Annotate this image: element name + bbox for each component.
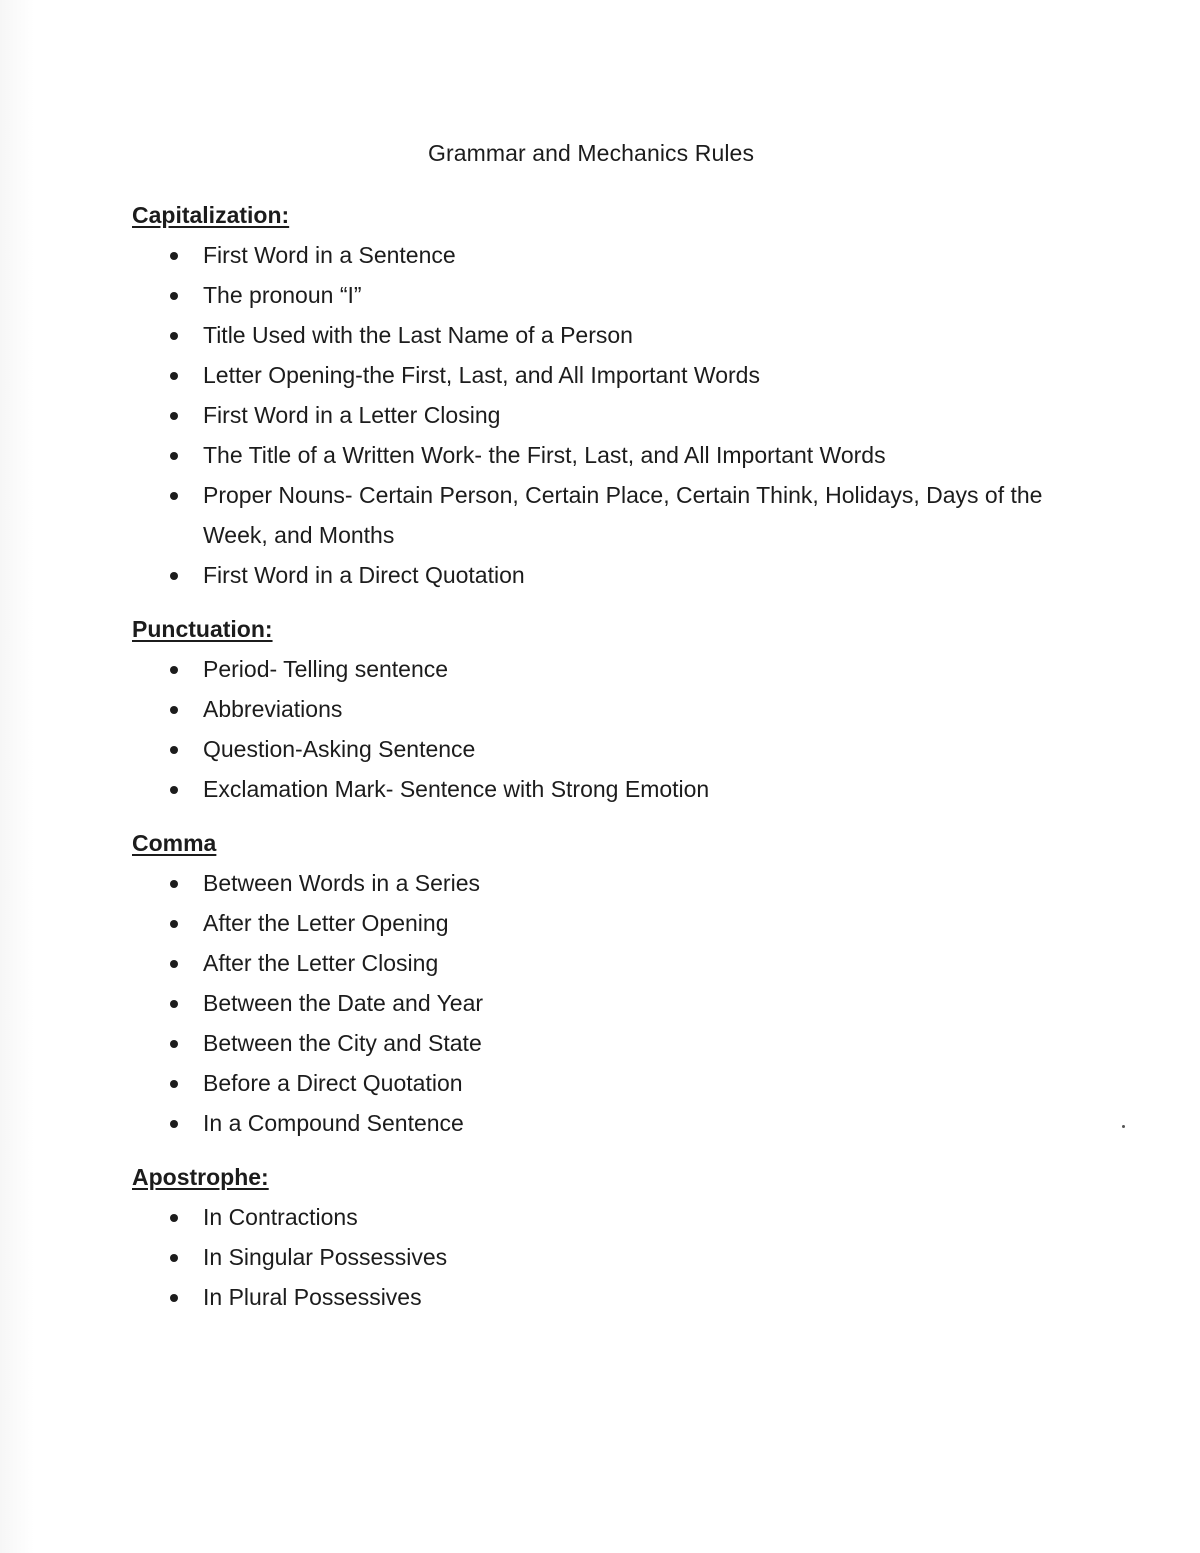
bullet-icon	[170, 1040, 178, 1048]
list-item-text: Exclamation Mark- Sentence with Strong Emotion	[203, 776, 710, 802]
list-item	[132, 943, 1092, 983]
bullet-icon	[170, 332, 178, 340]
list-item-text: In a Compound Sentence	[203, 1110, 464, 1136]
section-heading: Punctuation:	[132, 616, 273, 642]
list-item-text: Abbreviations	[203, 696, 343, 722]
bullet-icon	[170, 372, 178, 380]
rule-list	[132, 235, 1092, 595]
section-comma	[132, 827, 1092, 1143]
page-title: Grammar and Mechanics Rules	[427, 140, 755, 166]
list-item	[132, 649, 1092, 689]
list-item	[132, 1277, 1092, 1317]
list-item	[132, 1063, 1092, 1103]
list-item	[132, 689, 1092, 729]
list-item	[132, 395, 1092, 435]
bullet-icon	[170, 292, 178, 300]
list-item	[132, 315, 1092, 355]
bullet-icon	[170, 786, 178, 794]
bullet-icon	[170, 920, 178, 928]
rule-list	[132, 649, 1092, 809]
list-item	[132, 1237, 1092, 1277]
bullet-icon	[170, 960, 178, 968]
section-apostrophe	[132, 1161, 1092, 1317]
bullet-icon	[170, 880, 178, 888]
list-item-text: After the Letter Closing	[203, 950, 439, 976]
scan-speck	[1122, 1125, 1125, 1128]
list-item	[132, 1103, 1092, 1143]
bullet-icon	[170, 252, 178, 260]
list-item-text: First Word in a Direct Quotation	[203, 562, 525, 588]
list-item	[132, 555, 1092, 595]
rule-list	[132, 1197, 1092, 1317]
list-item	[132, 1023, 1092, 1063]
list-item	[132, 903, 1092, 943]
list-item-text: Letter Opening-the First, Last, and All Important Words	[203, 362, 760, 388]
list-item	[132, 769, 1092, 809]
list-item-text: In Plural Possessives	[203, 1284, 422, 1310]
list-item-text: Question-Asking Sentence	[203, 736, 476, 762]
list-item-text: The pronoun “I”	[203, 282, 362, 308]
list-item-text: Between the City and State	[203, 1030, 482, 1056]
list-item	[132, 275, 1092, 315]
bullet-icon	[170, 452, 178, 460]
list-item	[132, 435, 1092, 475]
list-item	[132, 1197, 1092, 1237]
list-item-text: In Contractions	[203, 1204, 358, 1230]
list-item	[132, 729, 1092, 769]
bullet-icon	[170, 412, 178, 420]
bullet-icon	[170, 1214, 178, 1222]
bullet-icon	[170, 1000, 178, 1008]
bullet-icon	[170, 572, 178, 580]
list-item	[132, 863, 1092, 903]
list-item-text: Before a Direct Quotation	[203, 1070, 463, 1096]
list-item	[132, 983, 1092, 1023]
list-item-text: After the Letter Opening	[203, 910, 449, 936]
list-item-text: Period- Telling sentence	[203, 656, 449, 682]
bullet-icon	[170, 1254, 178, 1262]
list-item-text: In Singular Possessives	[203, 1244, 448, 1270]
list-item	[132, 235, 1092, 275]
list-item-text: Between the Date and Year	[203, 990, 484, 1016]
list-item-text: First Word in a Sentence	[203, 242, 456, 268]
bullet-icon	[170, 1294, 178, 1302]
list-item-text: Title Used with the Last Name of a Person	[203, 322, 633, 348]
bullet-icon	[170, 666, 178, 674]
rule-list	[132, 863, 1092, 1143]
bullet-icon	[170, 706, 178, 714]
section-heading: Comma	[132, 830, 217, 856]
bullet-icon	[170, 1080, 178, 1088]
list-item	[132, 475, 1092, 555]
list-item-text: The Title of a Written Work- the First, Last, and All Important Words	[203, 442, 886, 468]
section-heading: Apostrophe:	[132, 1164, 269, 1190]
section-punctuation	[132, 613, 1092, 809]
bullet-icon	[170, 746, 178, 754]
section-capitalization	[132, 199, 1092, 595]
bullet-icon	[170, 1120, 178, 1128]
list-item	[132, 355, 1092, 395]
section-heading: Capitalization:	[132, 202, 290, 228]
bullet-icon	[170, 492, 178, 500]
list-item-text: First Word in a Letter Closing	[203, 402, 501, 428]
list-item-text: Proper Nouns- Certain Person, Certain Place, Certain Think, Holidays, Days of the Week, and Months	[203, 482, 1043, 548]
list-item-text: Between Words in a Series	[203, 870, 480, 896]
